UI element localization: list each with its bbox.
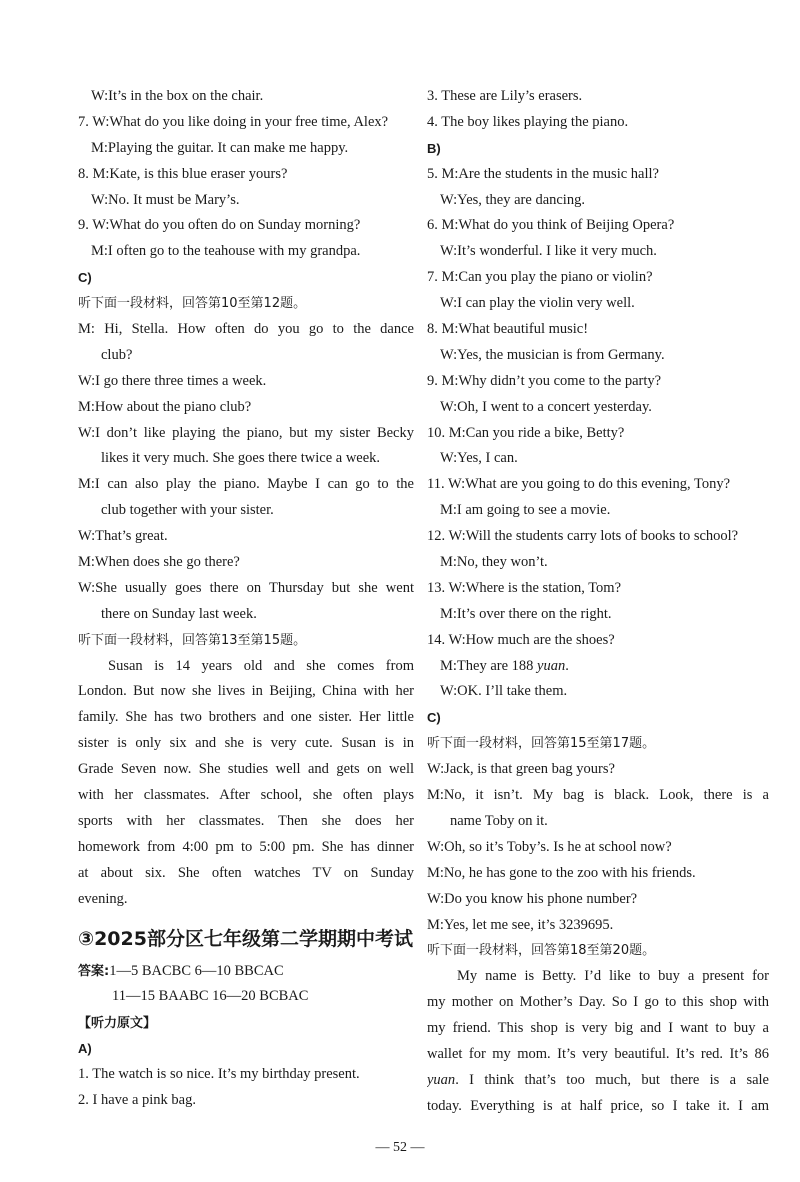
- text-line: Grade Seven now. She studies well and gets on well: [78, 761, 414, 778]
- text-line: sports with her classmates. Then she does her: [78, 812, 414, 829]
- left-lines: [78, 84, 414, 913]
- text-line: 3. These are Lily’s erasers.: [427, 88, 583, 104]
- text-line: W:I don’t like playing the piano, but my sister Becky: [78, 424, 414, 441]
- text-line: wallet for my mom. It’s very beautiful. It’s red. It’s 86: [427, 1045, 769, 1062]
- text-line: W:I can play the violin very well.: [440, 295, 635, 312]
- text-line: C): [427, 710, 441, 726]
- text-line: M:How about the piano club?: [78, 398, 252, 415]
- text-line: W:That’s great.: [78, 528, 168, 545]
- text-line: 7. M:Can you play the piano or violin?: [427, 269, 653, 286]
- text-line: 听下面一段材料，回答第13至第15题。: [78, 632, 307, 648]
- text-line: M:Yes, let me see, it’s 3239695.: [427, 916, 614, 933]
- text-line: 14. W:How much are the shoes?: [427, 631, 615, 648]
- text-line: B): [427, 140, 441, 156]
- text-line: W:Yes, I can.: [440, 450, 518, 467]
- text-line: W:She usually goes there on Thursday but she went: [78, 579, 414, 596]
- text-line: 13. W:Where is the station, Tom?: [427, 579, 622, 596]
- page-number: — 52 —: [375, 1140, 425, 1155]
- section-title: ③2025部分区七年级第二学期期中考试: [78, 927, 413, 950]
- text-line: W:Jack, is that green bag yours?: [427, 761, 615, 778]
- listening-header: 【听力原文】: [78, 1015, 157, 1031]
- text-line: sister is only six and she is very cute. Susan is in: [78, 735, 414, 752]
- text-line: evening.: [78, 890, 128, 907]
- text-line: C): [78, 270, 92, 286]
- text-line: 9. W:What do you often do on Sunday morning?: [78, 217, 361, 234]
- left-column: [78, 84, 414, 1114]
- text-line: W:It’s in the box on the chair.: [91, 88, 264, 104]
- text-line: 听下面一段材料，回答第10至第12题。: [78, 296, 307, 312]
- right-lines: [427, 84, 769, 1120]
- text-line: M:Playing the guitar. It can make me happy.: [91, 139, 349, 156]
- text-line: 11. W:What are you going to do this evening, Tony?: [427, 476, 731, 493]
- text-line: 5. M:Are the students in the music hall?: [427, 165, 659, 182]
- text-line: 听下面一段材料，回答第15至第17题。: [427, 736, 656, 752]
- text-line: club?: [101, 346, 133, 363]
- text-line: W:No. It must be Mary’s.: [91, 191, 240, 208]
- text-line: W:Yes, they are dancing.: [440, 191, 585, 208]
- text-line: family. She has two brothers and one sister. Her little: [78, 709, 414, 726]
- text-line: 8. M:What beautiful music!: [427, 321, 589, 338]
- text-line: homework from 4:00 pm to 5:00 pm. She has dinner: [78, 838, 414, 855]
- text-line: London. But now she lives in Beijing, China with her: [78, 683, 414, 700]
- text-line: M:I can also play the piano. Maybe I can go to the: [78, 476, 414, 493]
- text-line: My name is Betty. I’d like to buy a present for: [457, 968, 769, 985]
- text-line: W:It’s wonderful. I like it very much.: [440, 243, 657, 260]
- text-line: M: Hi, Stella. How often do you go to the dance: [78, 321, 414, 338]
- text-line: with her classmates. After school, she often plays: [78, 787, 414, 804]
- text-line: M:No, it isn’t. My bag is black. Look, there is a: [427, 787, 769, 804]
- text-line: 8. M:Kate, is this blue eraser yours?: [78, 165, 288, 182]
- left-tail-lines: [78, 1036, 414, 1114]
- answers-label: 答案:: [78, 963, 110, 979]
- text-line: 7. W:What do you like doing in your free time, Alex?: [78, 113, 389, 130]
- text-line: M:No, he has gone to the zoo with his friends.: [427, 864, 696, 881]
- text-line: W:Do you know his phone number?: [427, 890, 638, 907]
- text-line: today. Everything is at half price, so I take it. I am: [427, 1097, 769, 1114]
- text-line: 12. W:Will the students carry lots of books to school?: [427, 528, 739, 545]
- text-line: 听下面一段材料，回答第18至第20题。: [427, 943, 656, 959]
- text-line: Susan is 14 years old and she comes from: [108, 657, 414, 674]
- right-column: [427, 84, 769, 1120]
- text-line: 6. M:What do you think of Beijing Opera?: [427, 217, 675, 234]
- text-line: A): [78, 1041, 92, 1057]
- text-line: W:Oh, I went to a concert yesterday.: [440, 398, 652, 415]
- text-line: 4. The boy likes playing the piano.: [427, 113, 629, 130]
- text-line: at about six. She often watches TV on Sunday: [78, 864, 414, 881]
- text-line: M:They are 188 yuan.: [440, 657, 569, 674]
- text-line: M:When does she go there?: [78, 554, 240, 571]
- text-line: likes it very much. She goes there twice a week.: [101, 450, 381, 467]
- answers-line-2: 11—15 BAABC 16—20 BCBAC: [112, 988, 309, 1005]
- text-line: 1. The watch is so nice. It’s my birthday present.: [78, 1066, 360, 1083]
- text-line: club together with your sister.: [101, 502, 274, 519]
- text-line: name Toby on it.: [450, 812, 548, 829]
- answers-line-1: [78, 959, 414, 985]
- text-line: W:Oh, so it’s Toby’s. Is he at school now?: [427, 838, 672, 855]
- text-line: there on Sunday last week.: [101, 605, 257, 622]
- text-line: M:It’s over there on the right.: [440, 605, 612, 622]
- text-line: 10. M:Can you ride a bike, Betty?: [427, 424, 625, 441]
- text-line: yuan. I think that’s too much, but there is a sale: [427, 1071, 769, 1088]
- text-line: W:Yes, the musician is from Germany.: [440, 346, 665, 363]
- text-line: M:I am going to see a movie.: [440, 502, 611, 519]
- answers-text-1: 1—5 BACBC 6—10 BBCAC: [109, 962, 284, 979]
- text-line: my mother on Mother’s Day. So I go to this shop with: [427, 994, 769, 1011]
- text-line: 2. I have a pink bag.: [78, 1091, 196, 1108]
- text-line: W:I go there three times a week.: [78, 372, 267, 389]
- text-line: W:OK. I’ll take them.: [440, 683, 568, 700]
- text-line: my friend. This shop is very big and I want to buy a: [427, 1020, 769, 1037]
- text-line: 9. M:Why didn’t you come to the party?: [427, 372, 662, 389]
- text-line: M:No, they won’t.: [440, 554, 548, 571]
- text-line: M:I often go to the teahouse with my grandpa.: [91, 243, 361, 260]
